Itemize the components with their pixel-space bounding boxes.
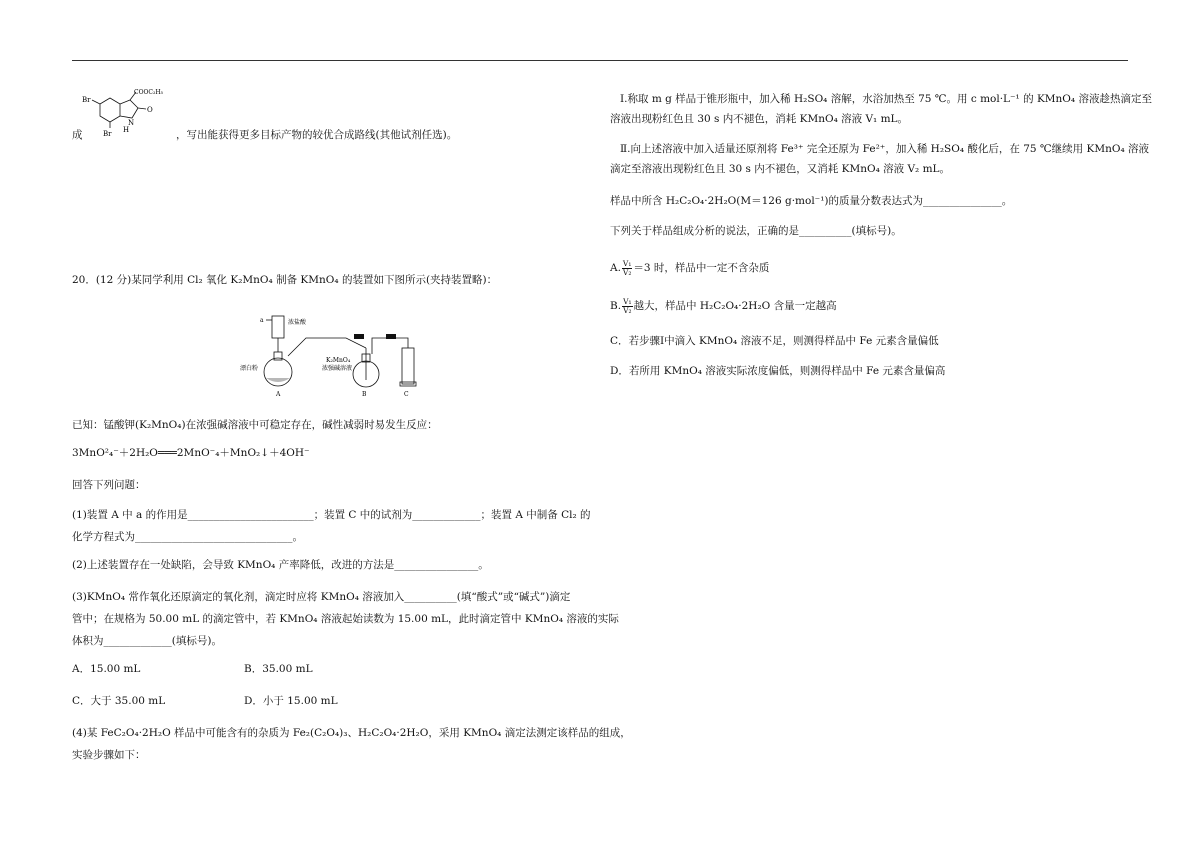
synthesis-lead: 成 [72, 129, 83, 141]
label-k2mno4: K₂MnO₄ [326, 357, 351, 364]
option-a: A．15.00 mL [72, 663, 141, 675]
analysis-option-d: D．若所用 KMnO₄ 溶液实际浓度偏低，则测得样品中 Fe 元素含量偏高 [610, 365, 946, 377]
analysis-option-a-text: ＝3 时，样品中一定不含杂质 [633, 262, 770, 274]
volume-ratio-fraction-b [622, 298, 632, 315]
question-4-line-2: 实验步骤如下： [72, 749, 146, 761]
analysis-option-b [610, 296, 837, 316]
bromine-label-bottom: Br [103, 130, 112, 138]
label-strong-alkali: 浓强碱溶液 [322, 365, 353, 372]
question-2: (2)上述装置存在一处缺陷，会导致 KMnO₄ 产率降低，改进的方法是________________。 [72, 559, 489, 571]
analysis-option-a [610, 258, 769, 278]
fraction-denominator: V₂ [623, 305, 632, 315]
option-c: C．大于 35.00 mL [72, 695, 166, 707]
analysis-option-c: C．若步骤Ⅰ中滴入 KMnO₄ 溶液不足，则测得样品中 Fe 元素含量偏低 [610, 335, 939, 347]
label-a: a [260, 317, 264, 324]
label-concentrated-hcl: 浓盐酸 [288, 319, 307, 326]
hydrogen-label: H [123, 126, 130, 134]
nitrogen-label: N [128, 119, 135, 127]
question-3-line-3: 体积为_____________(填标号)。 [72, 635, 222, 647]
step-2-line-2: 滴定至溶液出现粉红色且 30 s 内不褪色，又消耗 KMnO₄ 溶液 V₂ mL。 [610, 163, 951, 175]
chemical-structure-figure [78, 88, 168, 140]
question-1-line-1: (1)装置 A 中 a 的作用是________________________；装置 C 中的试剂为_____________；装置 A 中制备 Cl₂ 的 [72, 509, 591, 521]
answer-prompt: 回答下列问题： [72, 479, 146, 491]
step-1-line-1: Ⅰ.称取 m g 样品于锥形瓶中，加入稀 H₂SO₄ 溶解，水浴加热至 75 ℃。用 c mol·L⁻¹ 的 KMnO₄ 溶液趁热滴定至 [620, 93, 1152, 105]
oxygen-label: O [147, 106, 153, 114]
known-condition: 已知：锰酸钾(K₂MnO₄)在浓强碱溶液中可稳定存在，碱性减弱时易发生反应： [72, 419, 438, 431]
label-A: A [276, 391, 281, 398]
question-3-line-2: 管中；在规格为 50.00 mL 的滴定管中，若 KMnO₄ 溶液起始读数为 15.00 mL，此时滴定管中 KMnO₄ 溶液的实际 [72, 613, 619, 625]
synthesis-instruction: ，写出能获得更多目标产物的较优合成路线(其他试剂任选)。 [176, 129, 458, 141]
label-B: B [362, 391, 367, 398]
volume-ratio-fraction-a [622, 260, 632, 277]
option-b: B．35.00 mL [244, 663, 313, 675]
header-rule [72, 60, 1128, 61]
ester-label: COOC₂H₅ [134, 89, 164, 96]
apparatus-figure [236, 312, 436, 398]
fraction-numerator: V₁ [622, 258, 632, 268]
reaction-equation: 3MnO²₄⁻＋2H₂O═══2MnO⁻₄＋MnO₂↓＋4OH⁻ [72, 447, 310, 459]
label-C: C [404, 391, 409, 398]
question-4-line-1: (4)某 FeC₂O₄·2H₂O 样品中可能含有的杂质为 Fe₂(C₂O₄)₃、H₂C₂O₄·2H₂O，采用 KMnO₄ 滴定法测定该样品的组成， [72, 727, 631, 739]
analysis-option-b-prefix: B. [610, 300, 622, 312]
fraction-denominator: V₂ [622, 267, 632, 277]
analysis-option-a-prefix: A. [610, 262, 621, 274]
question-20-intro: 20．(12 分)某同学利用 Cl₂ 氧化 K₂MnO₄ 制备 KMnO₄ 的装置如下图所示(夹持装置略)： [72, 274, 498, 286]
question-1-line-2: 化学方程式为______________________________。 [72, 531, 303, 543]
step-1-line-2: 溶液出现粉红色且 30 s 内不褪色，消耗 KMnO₄ 溶液 V₁ mL。 [610, 113, 909, 125]
option-d: D．小于 15.00 mL [244, 695, 338, 707]
label-bleaching-powder: 漂白粉 [240, 365, 259, 372]
analysis-option-b-text: 越大，样品中 H₂C₂O₄·2H₂O 含量一定越高 [633, 300, 837, 312]
analysis-question: 下列关于样品组成分析的说法，正确的是__________(填标号)。 [610, 225, 902, 237]
mass-fraction-question: 样品中所含 H₂C₂O₄·2H₂O(M＝126 g·mol⁻¹)的质量分数表达式为_______________。 [610, 195, 1013, 207]
step-2-line-1: Ⅱ.向上述溶液中加入适量还原剂将 Fe³⁺ 完全还原为 Fe²⁺，加入稀 H₂SO₄ 酸化后，在 75 ℃继续用 KMnO₄ 溶液 [620, 143, 1150, 155]
fraction-numerator: V₁ [623, 296, 632, 306]
question-3-line-1: (3)KMnO₄ 常作氧化还原滴定的氧化剂，滴定时应将 KMnO₄ 溶液加入__________(填“酸式”或“碱式”)滴定 [72, 591, 571, 603]
bromine-label-top: Br [82, 96, 91, 104]
